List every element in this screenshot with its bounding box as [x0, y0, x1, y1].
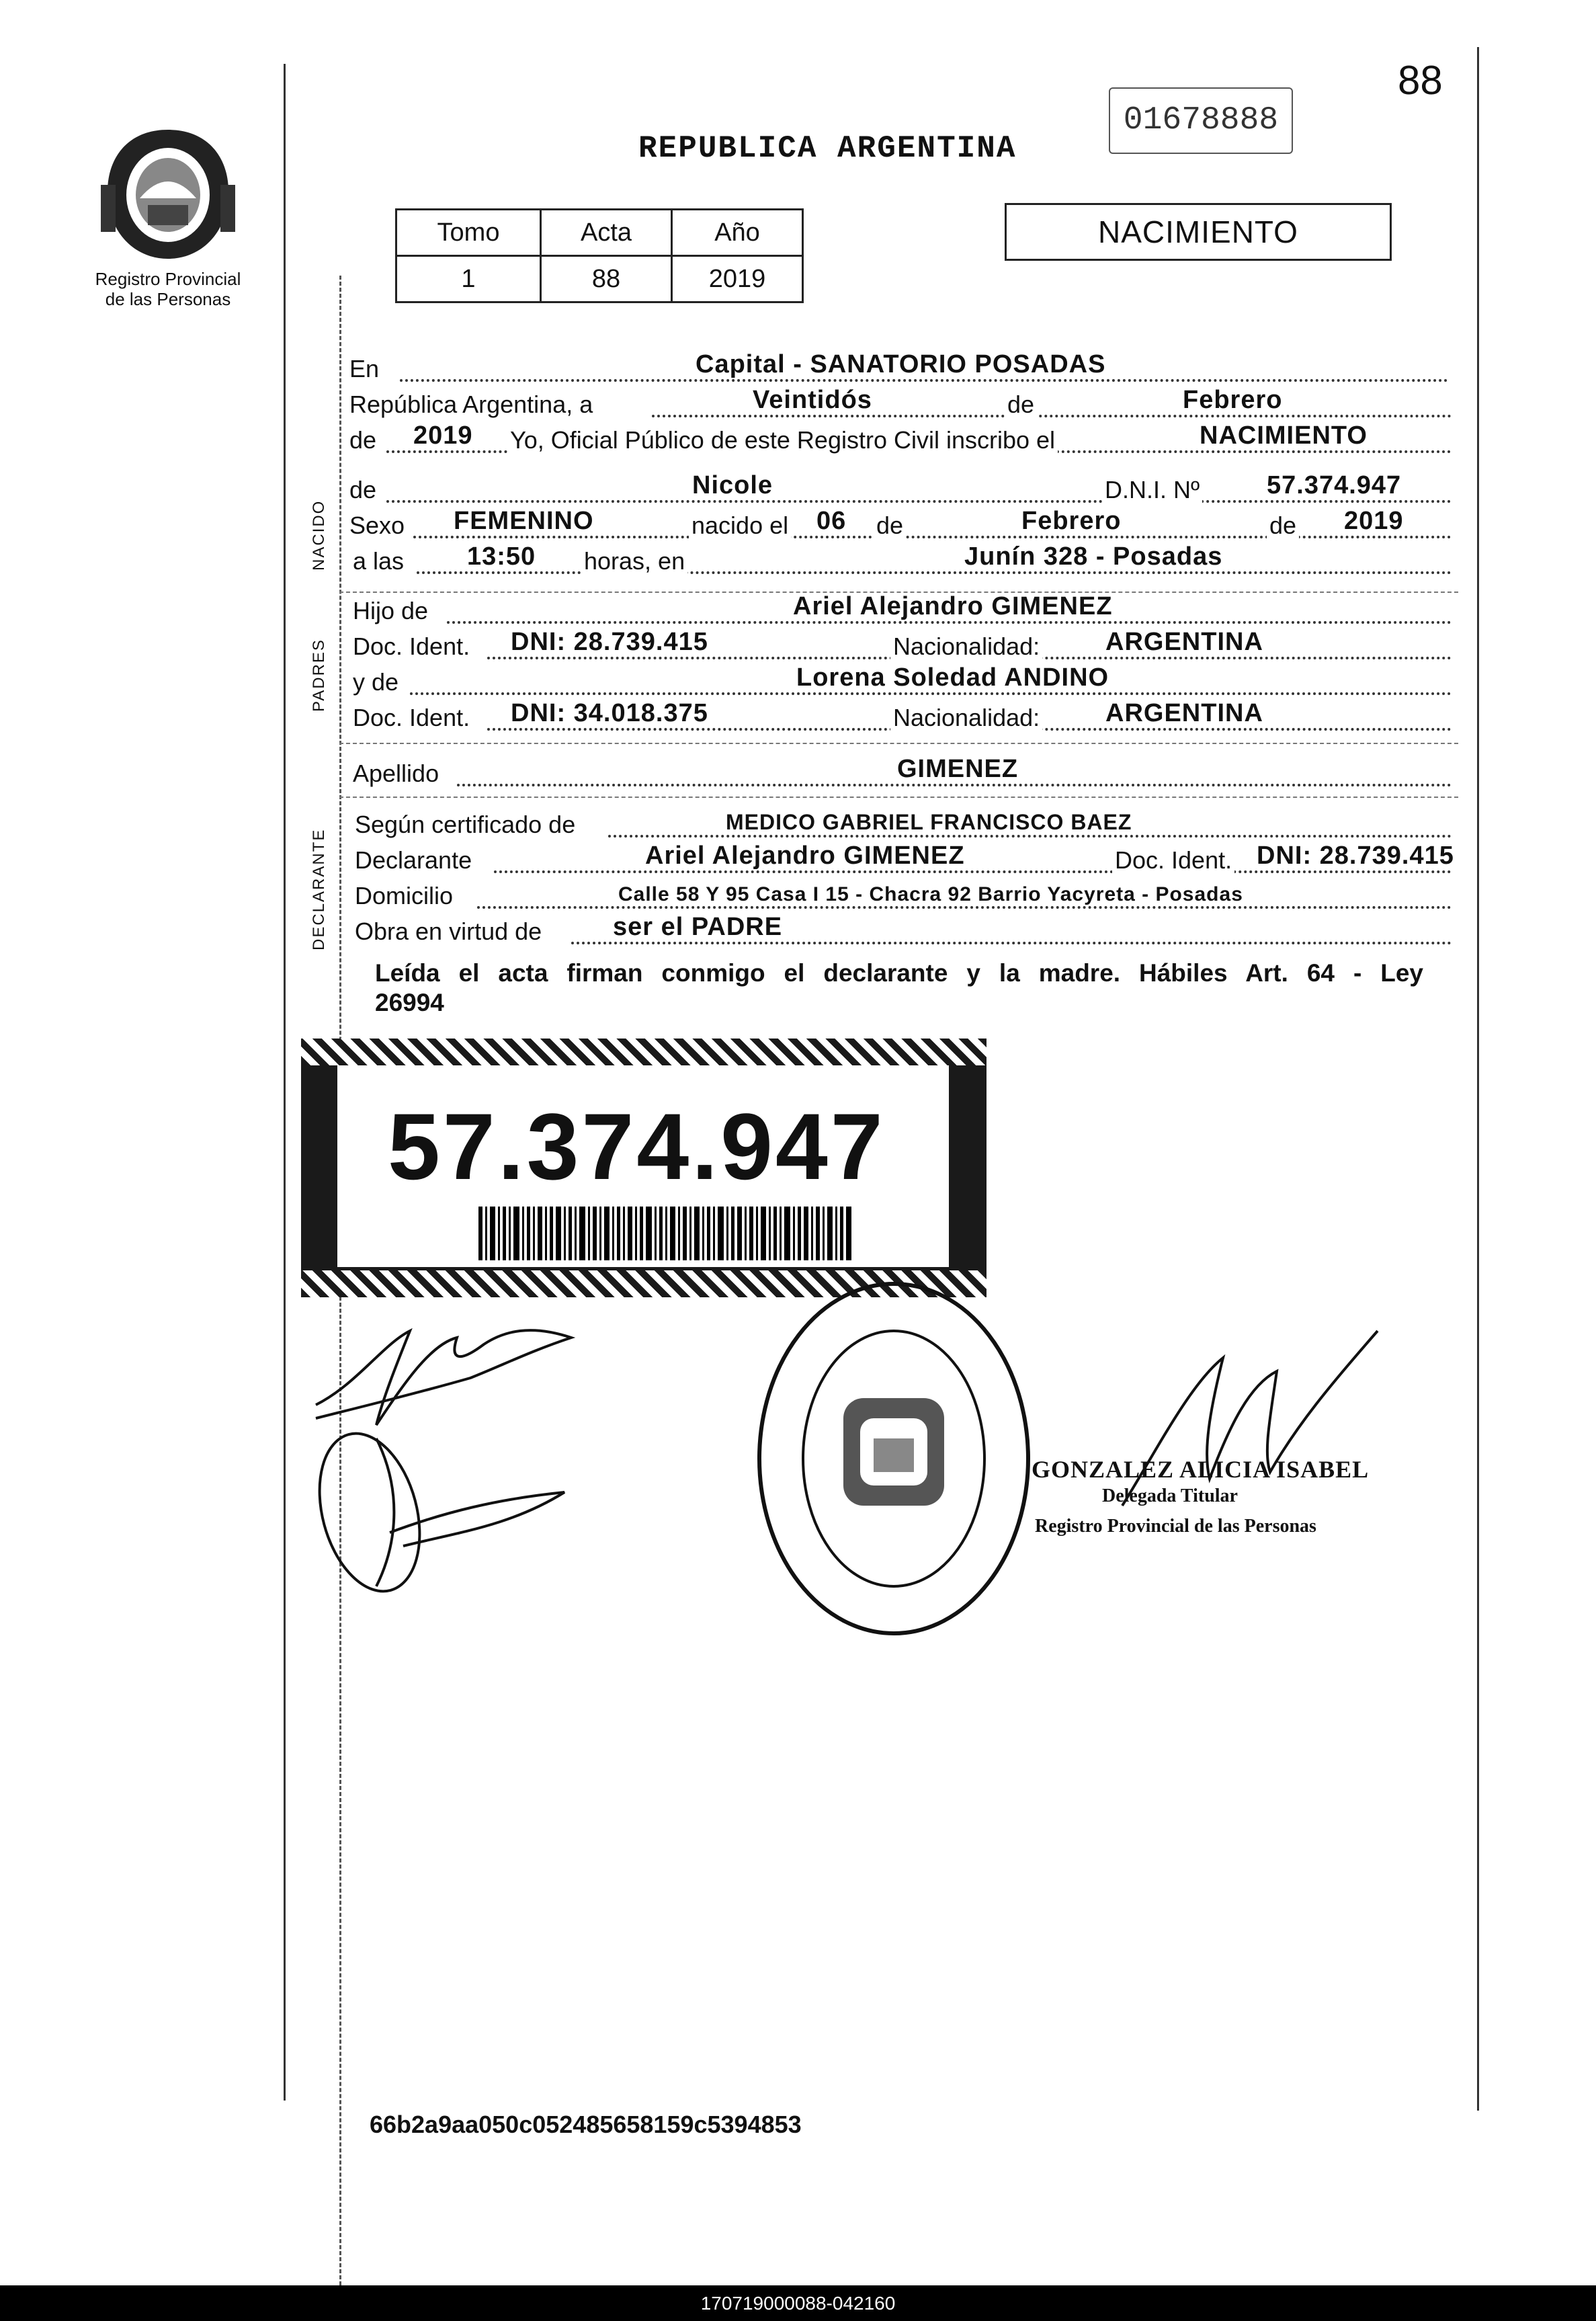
field-declarante: Ariel Alejandro GIMENEZ — [645, 842, 965, 870]
field-padre: Ariel Alejandro GIMENEZ — [793, 592, 1113, 620]
officer-office: Registro Provincial de las Personas — [1035, 1516, 1316, 1537]
field-dia-letras: Veintidós — [753, 386, 872, 414]
row-madre: y de Lorena Soledad ANDINO — [349, 663, 1458, 700]
field-madre-doc: DNI: 34.018.375 — [511, 699, 708, 727]
field-mes: Febrero — [1183, 386, 1283, 414]
side-label-nacido: NACIDO — [310, 499, 328, 571]
barcode-icon — [478, 1207, 855, 1260]
closing-note: Leída el acta firman conmigo el declarante y la madre. Hábiles Art. 64 - Ley — [375, 959, 1423, 987]
field-dni: 57.374.947 — [1267, 471, 1402, 499]
field-madre: Lorena Soledad ANDINO — [796, 663, 1109, 692]
row-madre-doc: Doc. Ident. DNI: 34.018.375 Nacionalidad: ARGENTINA — [349, 698, 1458, 736]
row-lugar: En Capital - SANATORIO POSADAS — [349, 350, 1458, 387]
closing-note-law: 26994 — [375, 989, 444, 1016]
row-hora: a las 13:50 horas, en Junín 328 - Posadas — [349, 542, 1458, 579]
field-anio: 2019 — [413, 421, 473, 450]
field-madre-nac: ARGENTINA — [1105, 699, 1263, 727]
field-hora: 13:50 — [467, 542, 536, 571]
serial-number: 01678888 — [1109, 87, 1293, 154]
row-fecha: República Argentina, a Veintidós de Febrero — [349, 385, 1458, 423]
side-label-padres: PADRES — [310, 639, 328, 712]
field-mes-nac: Febrero — [1021, 507, 1122, 535]
madre-signature — [296, 1412, 605, 1613]
document-title: REPUBLICA ARGENTINA — [638, 131, 1017, 166]
dni-barcode-sticker — [301, 1039, 986, 1297]
field-padre-doc: DNI: 28.739.415 — [511, 628, 708, 656]
field-obra: ser el PADRE — [613, 913, 783, 941]
official-stamp — [753, 1277, 1035, 1640]
officer-name: GONZALEZ ALICIA ISABEL — [1032, 1456, 1370, 1483]
tomo-acta-anio-table — [395, 208, 804, 303]
row-sexo: Sexo FEMENINO nacido el 06 de Febrero de 2019 — [349, 506, 1458, 544]
field-nombre: Nicole — [692, 471, 773, 499]
row-padre-doc: Doc. Ident. DNI: 28.739.415 Nacionalidad: ARGENTINA — [349, 627, 1458, 665]
field-lugar: Capital - SANATORIO POSADAS — [696, 350, 1106, 378]
row-apellido: Apellido GIMENEZ — [349, 754, 1458, 792]
value-anio: 2019 — [672, 256, 803, 302]
field-domicilio: Calle 58 Y 95 Casa I 15 - Chacra 92 Barrio Yacyreta - Posadas — [618, 883, 1243, 905]
officer-role: Delegada Titular — [1102, 1485, 1238, 1506]
header-acta: Acta — [541, 210, 672, 256]
side-label-declarante: DECLARANTE — [310, 828, 328, 950]
page-number: 88 — [1398, 58, 1443, 103]
misiones-logo — [87, 124, 249, 269]
field-declarante-doc: DNI: 28.739.415 — [1257, 842, 1454, 870]
registry-caption: Registro Provincial de las Personas — [95, 269, 241, 309]
record-type-box: NACIMIENTO — [1005, 203, 1392, 261]
row-declarante: Declarante Ariel Alejandro GIMENEZ Doc. Ident. DNI: 28.739.415 — [355, 842, 1454, 874]
row-nombre: de Nicole D.N.I. Nº 57.374.947 — [349, 471, 1458, 508]
header-anio: Año — [672, 210, 803, 256]
field-lugar-nac: Junín 328 - Posadas — [964, 542, 1223, 571]
document-hash: 66b2a9aa050c052485658159c5394853 — [370, 2111, 802, 2138]
field-apellido: GIMENEZ — [897, 755, 1019, 783]
row-certificado: Según certificado de MEDICO GABRIEL FRANCISCO BAEZ — [349, 805, 1458, 843]
field-anio-nac: 2019 — [1344, 507, 1404, 535]
field-tipo: NACIMIENTO — [1200, 421, 1368, 450]
right-margin-line — [1477, 47, 1479, 2111]
row-obra: Obra en virtud de ser el PADRE — [349, 912, 1458, 950]
row-padre: Hijo de Ariel Alejandro GIMENEZ — [349, 592, 1458, 629]
field-padre-nac: ARGENTINA — [1105, 628, 1263, 656]
row-inscripcion: de 2019 Yo, Oficial Público de este Registro Civil inscribo el NACIMIENTO — [349, 421, 1458, 458]
value-tomo: 1 — [396, 256, 541, 302]
header-tomo: Tomo — [396, 210, 541, 256]
field-certificado: MEDICO GABRIEL FRANCISCO BAEZ — [726, 810, 1132, 834]
left-margin-line — [284, 64, 286, 2101]
field-sexo: FEMENINO — [454, 507, 594, 535]
field-dia-nac: 06 — [816, 507, 847, 535]
barcode-number: 57.374.947 — [388, 1094, 886, 1199]
value-acta: 88 — [541, 256, 672, 302]
row-domicilio: Domicilio Calle 58 Y 95 Casa I 15 - Chacra 92 Barrio Yacyreta - Posadas — [349, 877, 1458, 914]
footer-code: 170719000088-042160 — [0, 2285, 1596, 2321]
